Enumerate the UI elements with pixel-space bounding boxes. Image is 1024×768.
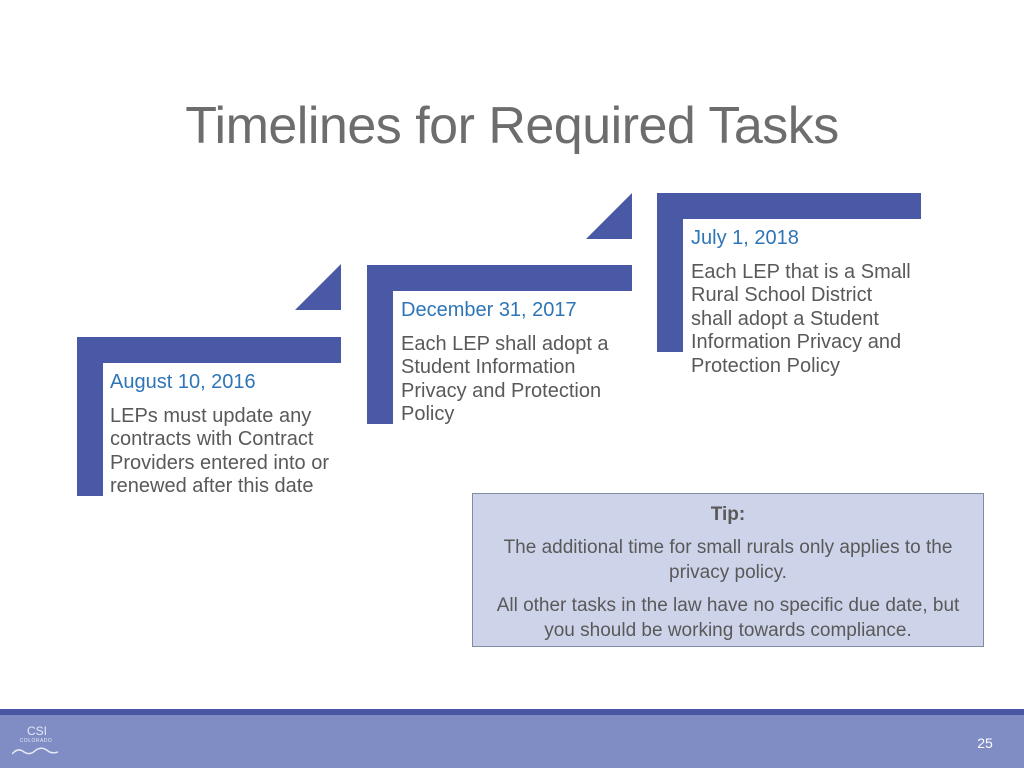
tip-box xyxy=(472,493,984,647)
tip-label: Tip: xyxy=(710,504,746,525)
step-2-description: Each LEP shall adopt a Student Information Privacy and Protection Policy xyxy=(401,332,609,425)
step-1-description: LEPs must update any contracts with Contract Providers entered into or renewed after this date xyxy=(110,404,330,497)
step-3-date: July 1, 2018 xyxy=(691,227,799,249)
step-2-text xyxy=(401,299,626,427)
step-1-arrow-corner xyxy=(295,264,341,310)
tip-paragraph-2: All other tasks in the law have no specific due date, but you should be working towards compliance. xyxy=(496,595,960,641)
step-1-side-bar xyxy=(77,337,103,496)
mountain-icon xyxy=(12,744,58,758)
csi-logo xyxy=(10,724,60,762)
step-3-top-bar xyxy=(657,193,921,219)
step-2-top-bar xyxy=(367,265,632,291)
tip-paragraph-1: The additional time for small rurals only applies to the privacy policy. xyxy=(503,537,953,583)
step-2-side-bar xyxy=(367,265,393,424)
step-1-text xyxy=(110,371,330,499)
step-3-text xyxy=(691,227,911,378)
logo-name: CSI xyxy=(26,724,47,738)
step-1-date: August 10, 2016 xyxy=(110,371,256,393)
step-2-arrow-corner xyxy=(586,193,632,239)
slide-title: Timelines for Required Tasks xyxy=(185,97,839,155)
logo-subtitle: COLORADO xyxy=(19,738,53,744)
slide-footer xyxy=(0,715,1024,768)
step-3-description: Each LEP that is a Small Rural School District shall adopt a Student Information Privacy and Protection Policy xyxy=(691,260,911,377)
page-number: 25 xyxy=(977,735,993,751)
step-2-date: December 31, 2017 xyxy=(401,299,577,321)
step-1-top-bar xyxy=(77,337,341,363)
step-3-side-bar xyxy=(657,193,683,352)
